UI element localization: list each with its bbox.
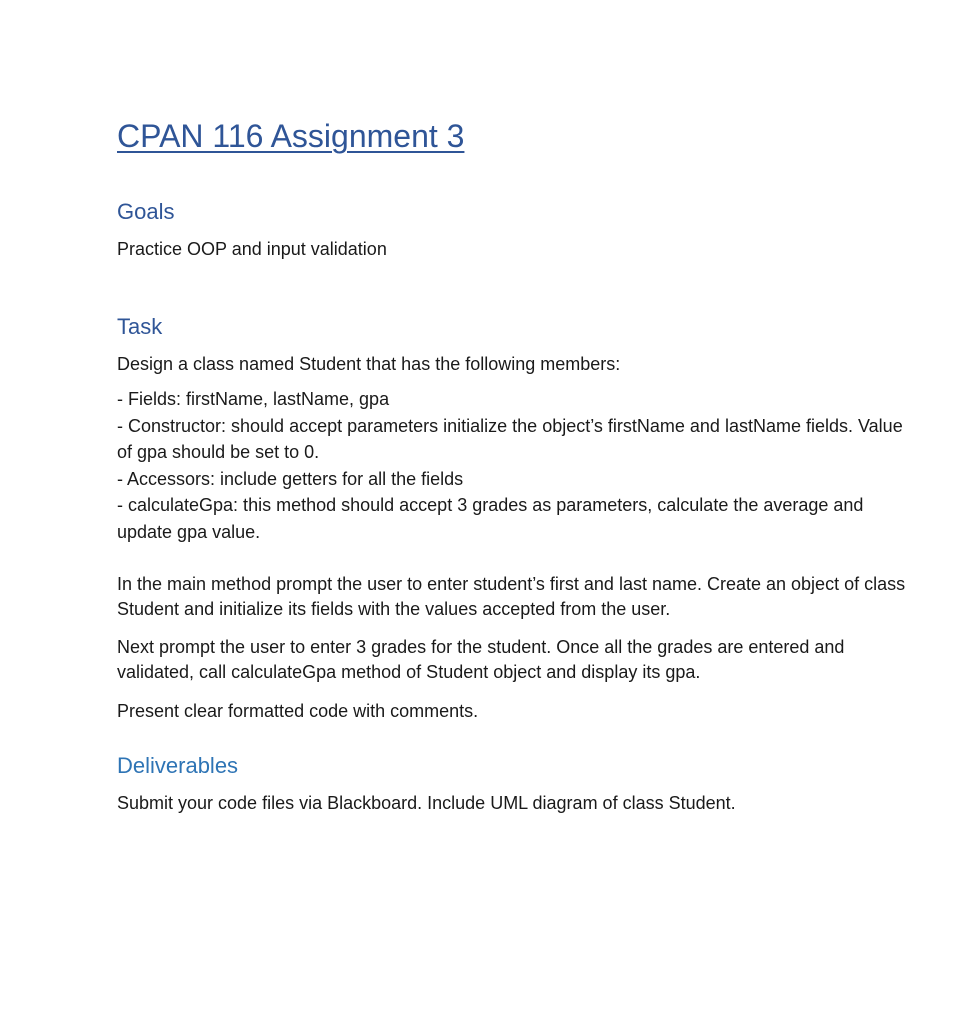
goals-text: Practice OOP and input validation [117,239,387,259]
task-intro: Design a class named Student that has the following members: [117,354,621,374]
document-title: CPAN 116 Assignment 3 [117,118,465,154]
list-item: - Accessors: include getters for all the fields [117,468,464,489]
deliverables-heading: Deliverables [117,753,239,778]
member-list [117,386,917,545]
list-item: - Fields: firstName, lastName, gpa [117,389,390,409]
list-item: - calculateGpa: this method should accept 3 grades as parameters, calculate the average and update gpa value. [117,495,864,542]
formatting-paragraph: Present clear formatted code with comments. [117,701,479,721]
list-item: - Constructor: should accept parameters initialize the object’s firstName and lastName fields. Value of gpa should be set to 0. [117,415,903,462]
task-heading: Task [117,314,163,339]
main-method-paragraph: In the main method prompt the user to enter student’s first and last name. Create an object of class Student and initialize its fields with the values accepted from the user. [117,574,906,619]
goals-heading: Goals [117,199,175,224]
deliverables-text: Submit your code files via Blackboard. Include UML diagram of class Student. [117,793,736,813]
grades-paragraph: Next prompt the user to enter 3 grades for the student. Once all the grades are entered and validated, call calculateGpa method of Student object and display its gpa. [117,637,845,682]
